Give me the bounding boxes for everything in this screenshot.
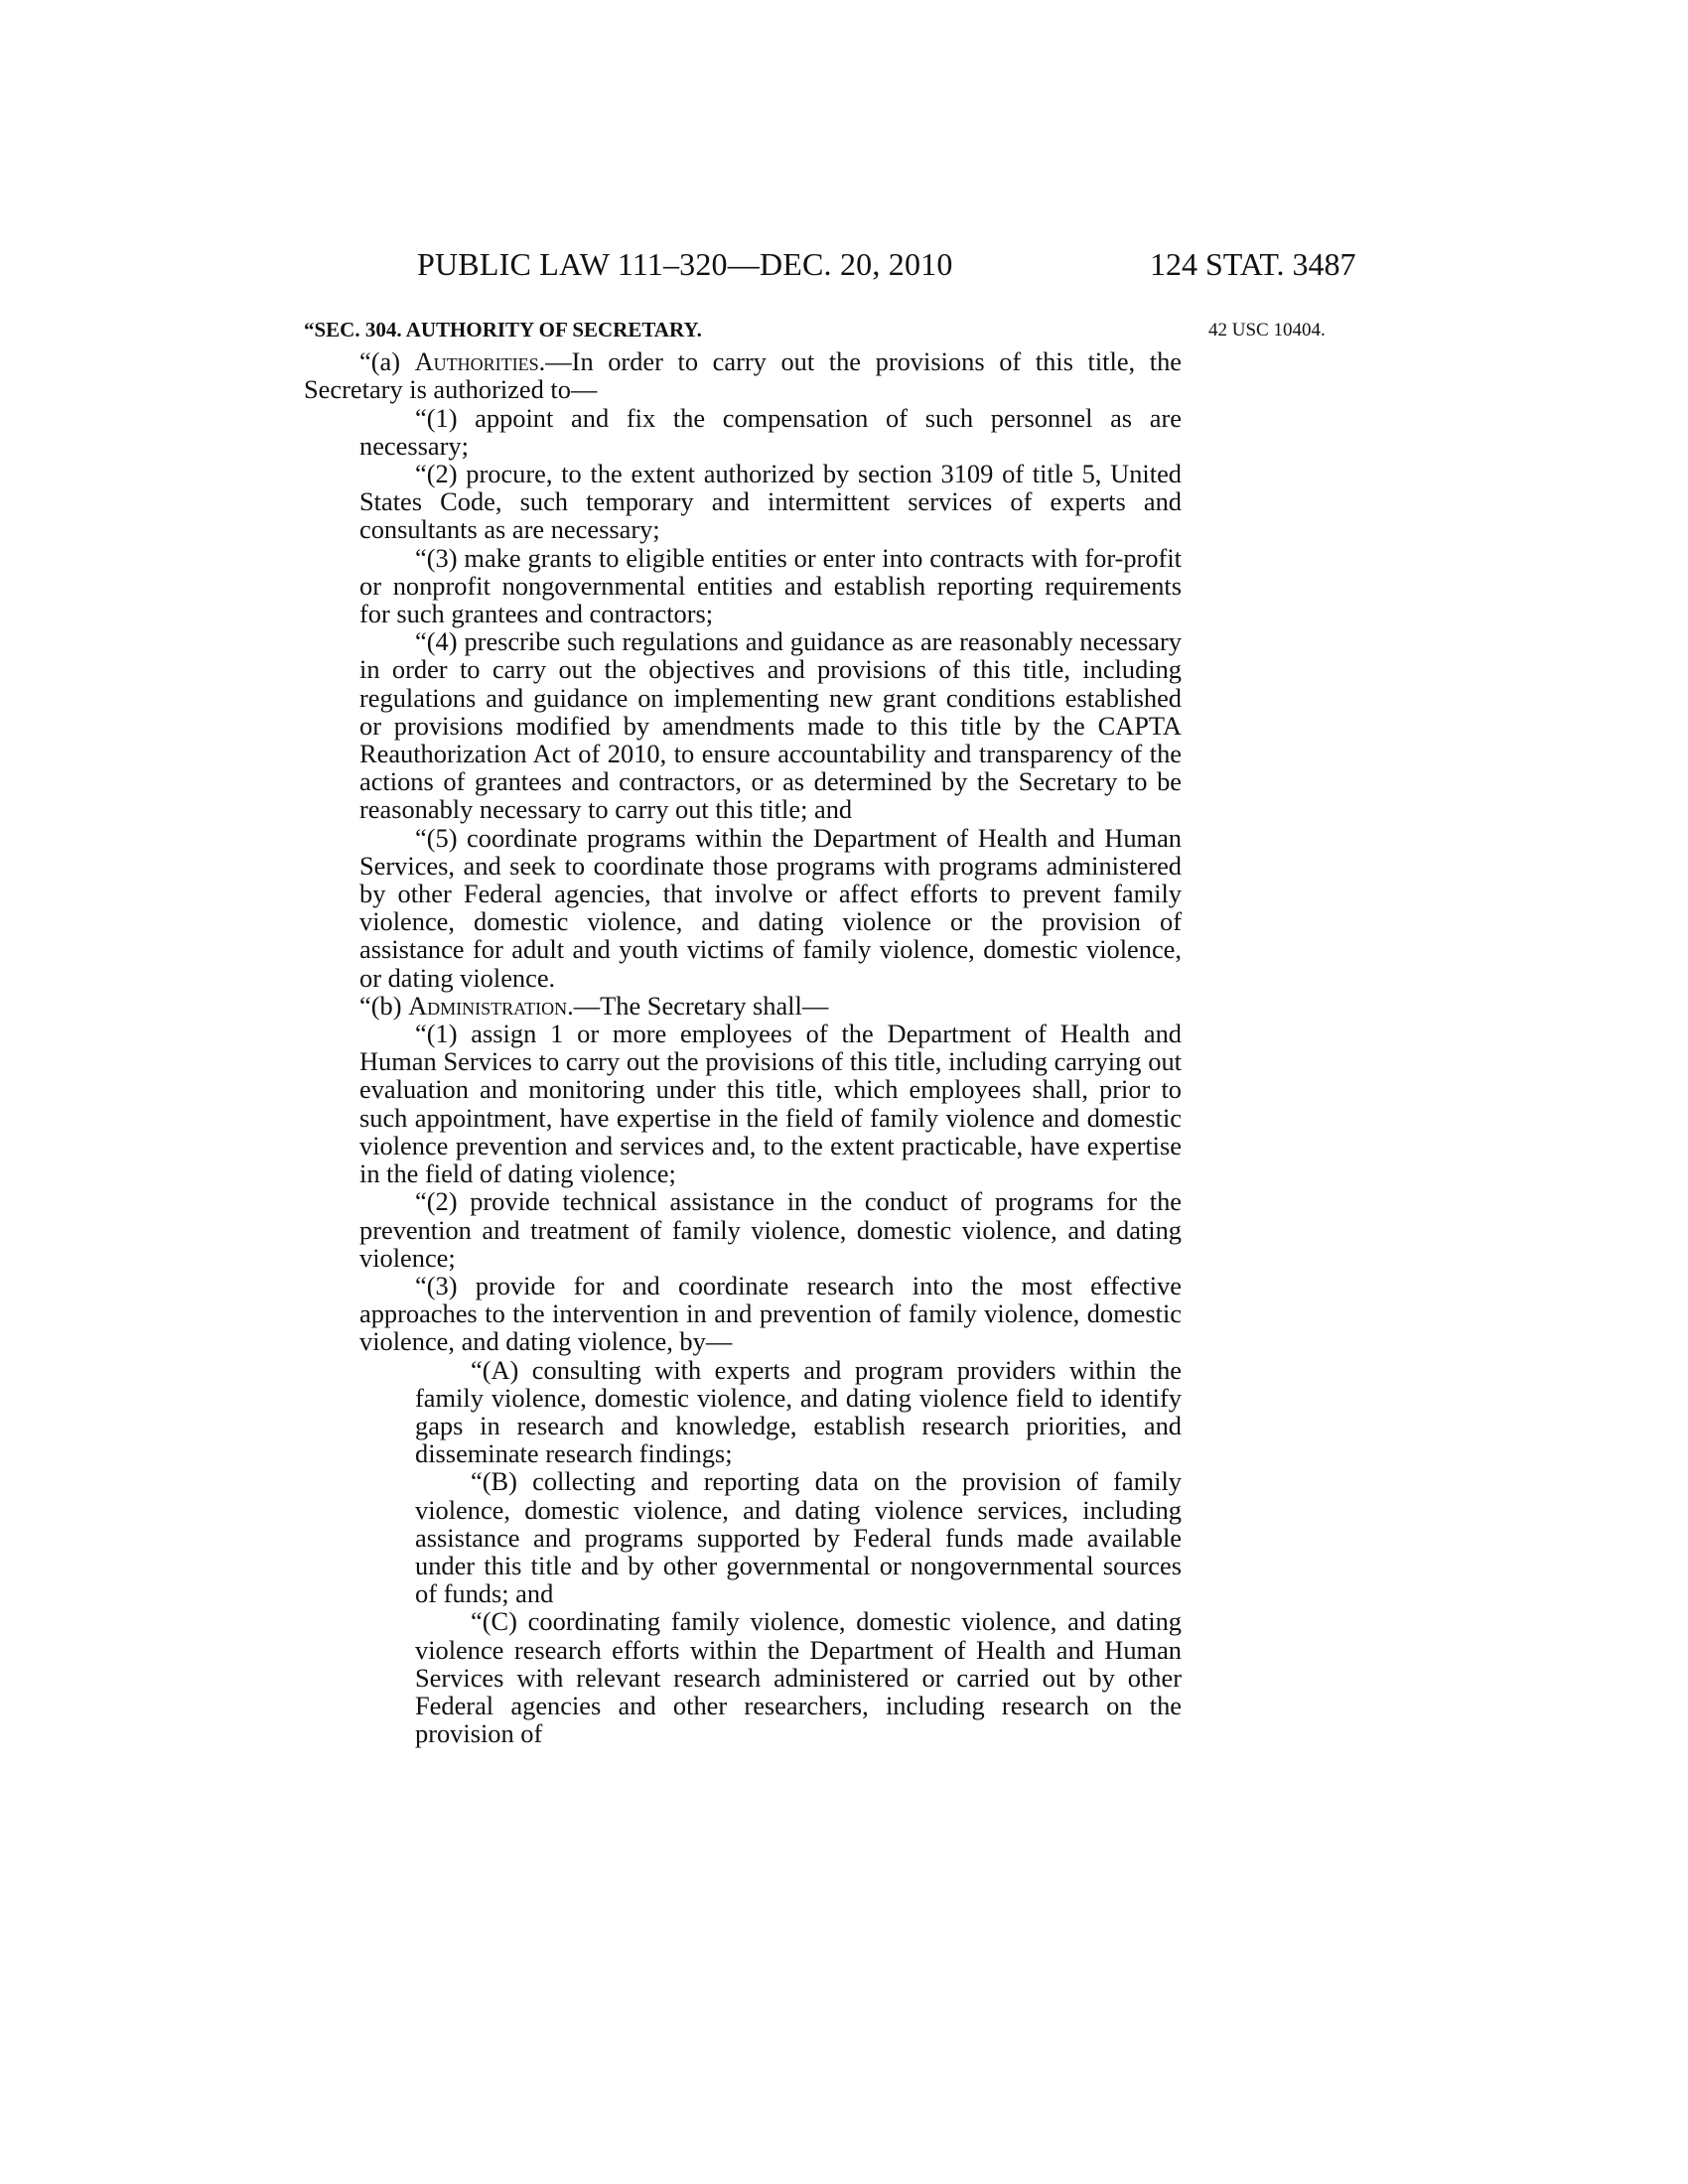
subsection-b <box>304 992 1182 1020</box>
subparagraph-b-3-b: “(B) collecting and reporting data on the provision of family violence, domestic violence, and dating violence services, including assistance and programs supported by Federal funds made available under this title and by other governmental or nongovernmental sources of funds; and <box>415 1466 1182 1609</box>
subsection-b-text: —The Secretary shall— <box>573 990 829 1021</box>
running-header-stat: 124 STAT. 3487 <box>1150 246 1356 282</box>
paragraph-a-4: “(4) prescribe such regulations and guidance as are reasonably necessary in order to carry out the objectives and provisions of this title, including regulations and guidance on implementing new grant conditions established or provisions modified by amendments made to this title by the CAPTA Reauthorization Act of 2010, to ensure accountability and transparency of the actions of grantees and contractors, or as determined by the Secretary to be reasonably necessary to carry out this title; and <box>359 626 1182 825</box>
subsection-a-label: “(a) <box>359 346 415 377</box>
margin-citation: 42 USC 10404. <box>1208 320 1326 341</box>
running-header-law: PUBLIC LAW 111–320—DEC. 20, 2010 <box>417 246 953 282</box>
statute-body <box>304 316 1182 1747</box>
subsection-a-text: —In order to carry out the provisions of this title, the Secretary is authorized to— <box>304 346 1182 405</box>
paragraph-a-1: “(1) appoint and fix the compensation of such personnel as are necessary; <box>359 402 1182 461</box>
subsection-b-label: “(b) <box>359 990 409 1021</box>
subsection-a-heading: Authorities. <box>414 346 546 377</box>
paragraph-a-2: “(2) procure, to the extent authorized by section 3109 of title 5, United States Code, such temporary and intermittent services of experts and consultants as are necessary; <box>359 459 1182 545</box>
section-heading: “SEC. 304. AUTHORITY OF SECRETARY. <box>304 318 702 341</box>
paragraph-b-2: “(2) provide technical assistance in the conduct of programs for the prevention and treatment of family violence, domestic violence, and dating violence; <box>359 1186 1182 1273</box>
paragraph-a-3: “(3) make grants to eligible entities or enter into contracts with for-profit or nonprofit nongovernmental entities and establish reporting requirements for such grantees and contractors; <box>359 542 1182 629</box>
subparagraph-b-3-c: “(C) coordinating family violence, domestic violence, and dating violence research efforts within the Department of Health and Human Services with relevant research administered or carried out by other Federal agencies and other researchers, including research on the provision of <box>415 1606 1182 1749</box>
paragraph-b-1: “(1) assign 1 or more employees of the Department of Health and Human Services to carry out the provisions of this title, including carrying out evaluation and monitoring under this title, which employees shall, prior to such appointment, have expertise in the field of family violence and domestic violence prevention and services and, to the extent practicable, have expertise in the field of dating violence; <box>359 1019 1182 1189</box>
paragraph-b-3: “(3) provide for and coordinate research into the most effective approaches to the intervention in and prevention of family violence, domestic violence, and dating violence, by— <box>359 1270 1182 1357</box>
subparagraph-b-3-a: “(A) consulting with experts and program providers within the family violence, domestic violence, and dating violence field to identify gaps in research and knowledge, establish research priorities, and disseminate research findings; <box>415 1354 1182 1469</box>
subsection-a <box>304 347 1182 403</box>
paragraph-a-5: “(5) coordinate programs within the Department of Health and Human Services, and seek to coordinate those programs with programs administered by other Federal agencies, that involve or affect efforts to prevent family violence, domestic violence, and dating violence or the provision of assistance for adult and youth victims of family violence, domestic violence, or dating violence. <box>359 822 1182 993</box>
subsection-b-heading: Administration. <box>408 990 574 1021</box>
